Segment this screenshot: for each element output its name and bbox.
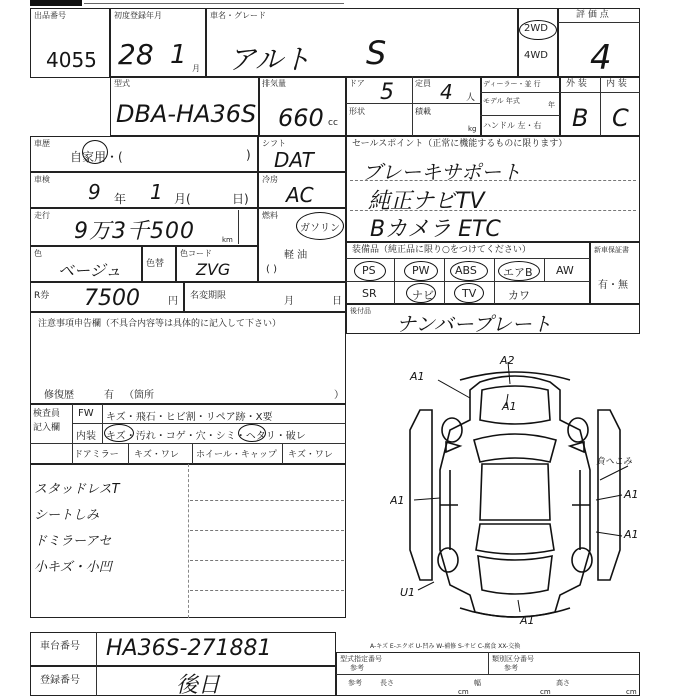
spec-height-cm: cm — [626, 688, 637, 696]
inspection-box — [30, 172, 258, 208]
spec-width-cm: cm — [540, 688, 551, 696]
mileage-label: 走行 — [34, 211, 50, 220]
displacement-label: 排気量 — [262, 79, 286, 88]
shape-label: 形状 — [349, 107, 365, 116]
recycle-yen: 円 — [168, 296, 178, 307]
damage-mark-2: A2 — [500, 354, 515, 367]
kg-unit: kg — [468, 125, 477, 133]
score-value: 4 — [590, 38, 612, 78]
reg-year-label: 初度登録年月 — [114, 11, 162, 20]
color-code-label: 色コード — [180, 249, 212, 258]
spec-ref-1: 参考 — [350, 664, 364, 672]
option-sr: SR — [362, 287, 377, 300]
name-label: 車名・グレード — [210, 11, 266, 20]
capacity-unit: 人 — [466, 93, 476, 103]
recycle-value: 7500 — [84, 286, 140, 311]
door-label: ドア — [349, 79, 365, 88]
repair-label: 修復歴 — [44, 390, 74, 401]
fuel-value: ガソリン — [300, 223, 340, 234]
option-leather: カワ — [508, 289, 530, 302]
damage-mark-8: A1 — [624, 528, 639, 541]
damage-mark-6: U1 — [400, 586, 416, 599]
capacity: 4 — [440, 80, 453, 104]
deadline-month: 月 — [284, 296, 294, 307]
inspector-note-4: 小キズ・小凹 — [34, 560, 112, 575]
equipment-label: 装備品（純正品に限り○をつけてください） — [352, 245, 531, 255]
option-abs: ABS — [455, 264, 477, 277]
warranty-label: 新車保証書 — [594, 246, 629, 254]
model-year-label: モデル 年式 — [483, 97, 520, 105]
displacement: 660 — [278, 104, 324, 132]
score-label: 評 価 点 — [576, 10, 609, 20]
damage-mark-5: A1 — [624, 488, 639, 501]
inspector-mirror: ドアミラー — [74, 450, 119, 460]
history-box — [30, 136, 258, 172]
history-label: 車歴 — [34, 139, 50, 148]
deadline-label: 名変期限 — [190, 291, 227, 301]
capacity-label: 定員 — [415, 79, 431, 88]
color-value: ベージュ — [58, 261, 122, 280]
reg-year: 28 — [118, 38, 154, 71]
damage-legend: A-キズ E-エクボ U-凹み W-補修 S-サビ C-腐食 XX-交換 — [370, 643, 521, 650]
option-airbag: エアB — [503, 266, 533, 279]
fuel-label: 燃料 — [262, 211, 278, 220]
shift-label: シフト — [262, 139, 286, 148]
caution-label: 注意事項申告欄（不具合内容等は具体的に記入して下さい） — [38, 319, 282, 329]
model-code: DBA-HA36S — [116, 100, 257, 128]
inspector-wheel: ホイール・キャップ — [196, 450, 277, 460]
year-unit: 年 — [548, 101, 555, 109]
dealer-label: ディーラー・並 行 — [483, 80, 541, 88]
interior-scratch-circle — [104, 424, 134, 442]
interior-grade: C — [612, 104, 629, 132]
spec-width: 幅 — [474, 679, 481, 687]
repair-place: （箇所 — [124, 390, 154, 401]
damage-mark-7: A1 — [520, 614, 535, 627]
inspector-mirror-text: キズ・ワレ — [134, 450, 179, 460]
history-close: ) — [246, 148, 251, 162]
inspection-year: 9 — [88, 180, 101, 204]
inspector-interior-text: キズ・汚れ・コゲ・穴・シミ・ヘタリ・破レ — [106, 431, 306, 442]
car-name: アルト — [228, 43, 311, 76]
inspector-label-1: 検査員 — [33, 409, 61, 419]
damage-mark-4: A1 — [390, 494, 405, 507]
drive-box — [518, 8, 558, 78]
inspector-fw-text: キズ・飛石・ヒビ割・リペア跡・X要 — [106, 412, 273, 423]
inspection-month: 1 — [150, 180, 163, 204]
option-navi: ナビ — [412, 289, 434, 302]
interior-stain-circle — [238, 424, 266, 442]
lot-number: 4055 — [46, 48, 97, 72]
repair-close: ） — [334, 390, 344, 401]
car-damage-diagram — [390, 350, 640, 630]
load-label: 積載 — [415, 107, 431, 116]
spec-length: 長さ — [380, 679, 394, 687]
inspector-fw: FW — [78, 408, 94, 419]
inspector-label-2: 記入欄 — [33, 423, 61, 433]
inspector-interior: 内装 — [76, 431, 96, 442]
reg-month: 1 — [170, 40, 187, 70]
option-aw: AW — [556, 264, 574, 277]
sales-point-3: Bカメラ ETC — [370, 217, 501, 242]
color-label: 色 — [34, 249, 42, 258]
recycle-label: R券 — [34, 291, 50, 301]
option-tv: TV — [462, 287, 477, 300]
drive-2wd: 2WD — [524, 23, 548, 34]
inspector-note-3: ドミラーアセ — [34, 534, 112, 549]
aftermarket-label: 後付品 — [350, 307, 371, 315]
model-label: 型式 — [114, 79, 130, 88]
damage-mark-1: A1 — [410, 370, 425, 383]
spec-length-cm: cm — [458, 688, 469, 696]
repair-value: 有 — [104, 390, 114, 401]
damage-mark-9: 負へこみ — [596, 457, 633, 467]
exterior-grade: B — [572, 104, 589, 132]
aircon-label: 冷房 — [262, 175, 278, 184]
spec-height: 高さ — [556, 679, 570, 687]
cc-unit: cc — [328, 118, 338, 128]
damage-mark-3: A1 — [502, 400, 517, 413]
interior-label: 内 装 — [606, 79, 627, 89]
sales-label: セールスポイント（正常に機能するものに限ります） — [352, 139, 568, 149]
sales-point-2: 純正ナビTV — [368, 189, 485, 214]
inspector-wheel-text: キズ・ワレ — [288, 450, 333, 460]
inspection-year-char: 年 — [114, 192, 127, 206]
chassis-number: HA36S-271881 — [106, 636, 272, 661]
inspection-label: 車検 — [34, 175, 50, 184]
aircon-value: AC — [286, 183, 314, 207]
inspector-note-1: スタッドレスT — [34, 482, 120, 497]
spec-ref-3: 参考 — [348, 679, 362, 687]
inspector-note-2: シートしみ — [34, 508, 100, 523]
door-capacity-box — [346, 76, 482, 136]
shift-value: DAT — [274, 148, 314, 172]
spec-ref-2: 参考 — [504, 664, 518, 672]
history-value: 自家用・( — [70, 150, 123, 164]
reg-number: 後日 — [176, 673, 221, 698]
exterior-label: 外 装 — [566, 79, 587, 89]
handle-label: ハンドル 左・右 — [483, 121, 542, 130]
fuel-diesel: 軽 油 — [284, 250, 308, 261]
doors: 5 — [380, 80, 394, 105]
reg-number-label: 登録番号 — [40, 675, 80, 686]
car-grade: S — [366, 34, 387, 72]
fuel-paren: ( ) — [266, 264, 277, 275]
option-pw: PW — [412, 264, 430, 277]
mileage-value: 9万3千500 — [74, 219, 195, 244]
drive-4wd: 4WD — [524, 50, 548, 61]
km-unit: km — [222, 236, 233, 244]
month-unit: 月 — [192, 64, 200, 73]
spec-label-2: 類別区分番号 — [492, 655, 534, 663]
warranty-value: 有・無 — [598, 280, 628, 291]
chassis-label: 車台番号 — [40, 641, 80, 652]
deadline-day: 日 — [332, 296, 342, 307]
inspection-month-char: 月( — [174, 192, 191, 206]
header-tab — [30, 0, 82, 6]
repaint-label: 色替 — [146, 259, 165, 269]
sales-point-1: ブレーキサポート — [362, 160, 522, 184]
aftermarket-value: ナンバープレート — [396, 312, 552, 336]
spec-label-1: 型式指定番号 — [340, 655, 382, 663]
lot-label: 出品番号 — [34, 11, 66, 20]
option-ps: PS — [362, 264, 376, 277]
color-code: ZVG — [196, 260, 231, 279]
inspection-day-char: 日) — [232, 192, 249, 206]
